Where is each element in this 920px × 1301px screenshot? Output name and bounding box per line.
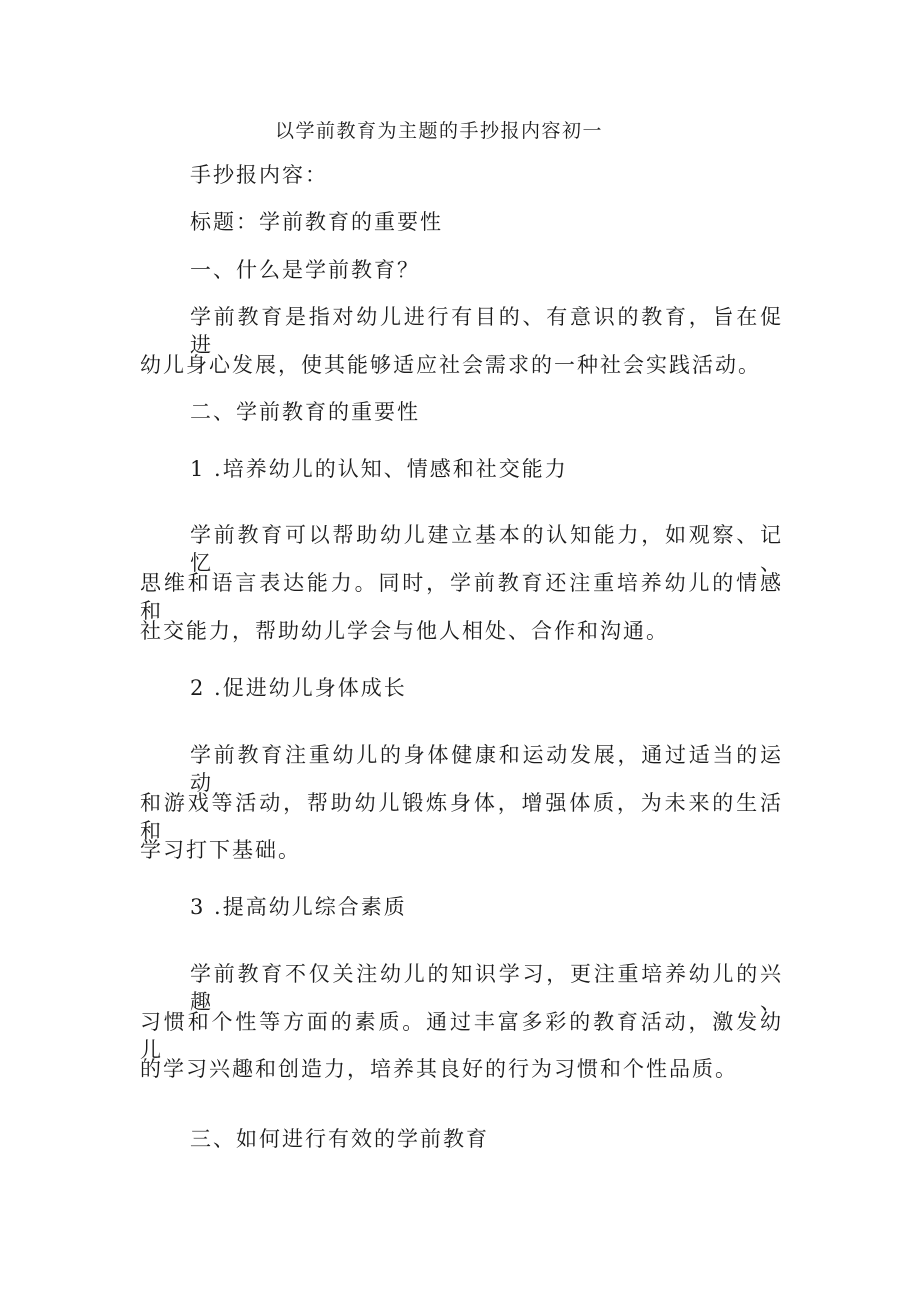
section3-heading: 三、如何进行有效的学前教育 <box>190 1127 489 1151</box>
item1-paragraph-line-1: 学前教育可以帮助幼儿建立基本的认知能力，如观察、记忆、 <box>190 523 783 575</box>
item2-paragraph-line-1: 学前教育注重幼儿的身体健康和运动发展，通过适当的运动 <box>190 743 783 795</box>
item3-paragraph-line-1: 学前教育不仅关注幼儿的知识学习，更注重培养幼儿的兴趣、 <box>190 962 783 1014</box>
item3-paragraph-line-2: 习惯和个性等方面的素质。通过丰富多彩的教育活动，激发幼儿 <box>140 1010 783 1062</box>
item1-paragraph-line-2: 思维和语言表达能力。同时，学前教育还注重培养幼儿的情感和 <box>140 571 783 623</box>
item2-paragraph-line-2: 和游戏等活动，帮助幼儿锻炼身体，增强体质，为未来的生活和 <box>140 791 783 843</box>
document-title: 以学前教育为主题的手抄报内容初一 <box>275 120 604 142</box>
item2-heading: 2 .促进幼儿身体成长 <box>190 676 407 700</box>
item1-paragraph-line-3: 社交能力，帮助幼儿学会与他人相处、合作和沟通。 <box>140 619 669 643</box>
item3-heading: 3 .提高幼儿综合素质 <box>190 895 407 919</box>
section1-paragraph-line-2: 幼儿身心发展，使其能够适应社会需求的一种社会实践活动。 <box>140 353 761 377</box>
section1-paragraph-line-1: 学前教育是指对幼儿进行有目的、有意识的教育，旨在促进 <box>190 305 783 357</box>
item1-heading: 1 .培养幼儿的认知、情感和社交能力 <box>190 457 568 481</box>
item2-paragraph-line-3: 学习打下基础。 <box>140 838 301 862</box>
intro-label: 手抄报内容： <box>190 163 328 187</box>
section1-heading: 一、什么是学前教育？ <box>190 258 420 282</box>
item3-paragraph-line-3: 的学习兴趣和创造力，培养其良好的行为习惯和个性品质。 <box>140 1057 738 1081</box>
headline: 标题：学前教育的重要性 <box>190 210 443 234</box>
section2-heading: 二、学前教育的重要性 <box>190 400 420 424</box>
